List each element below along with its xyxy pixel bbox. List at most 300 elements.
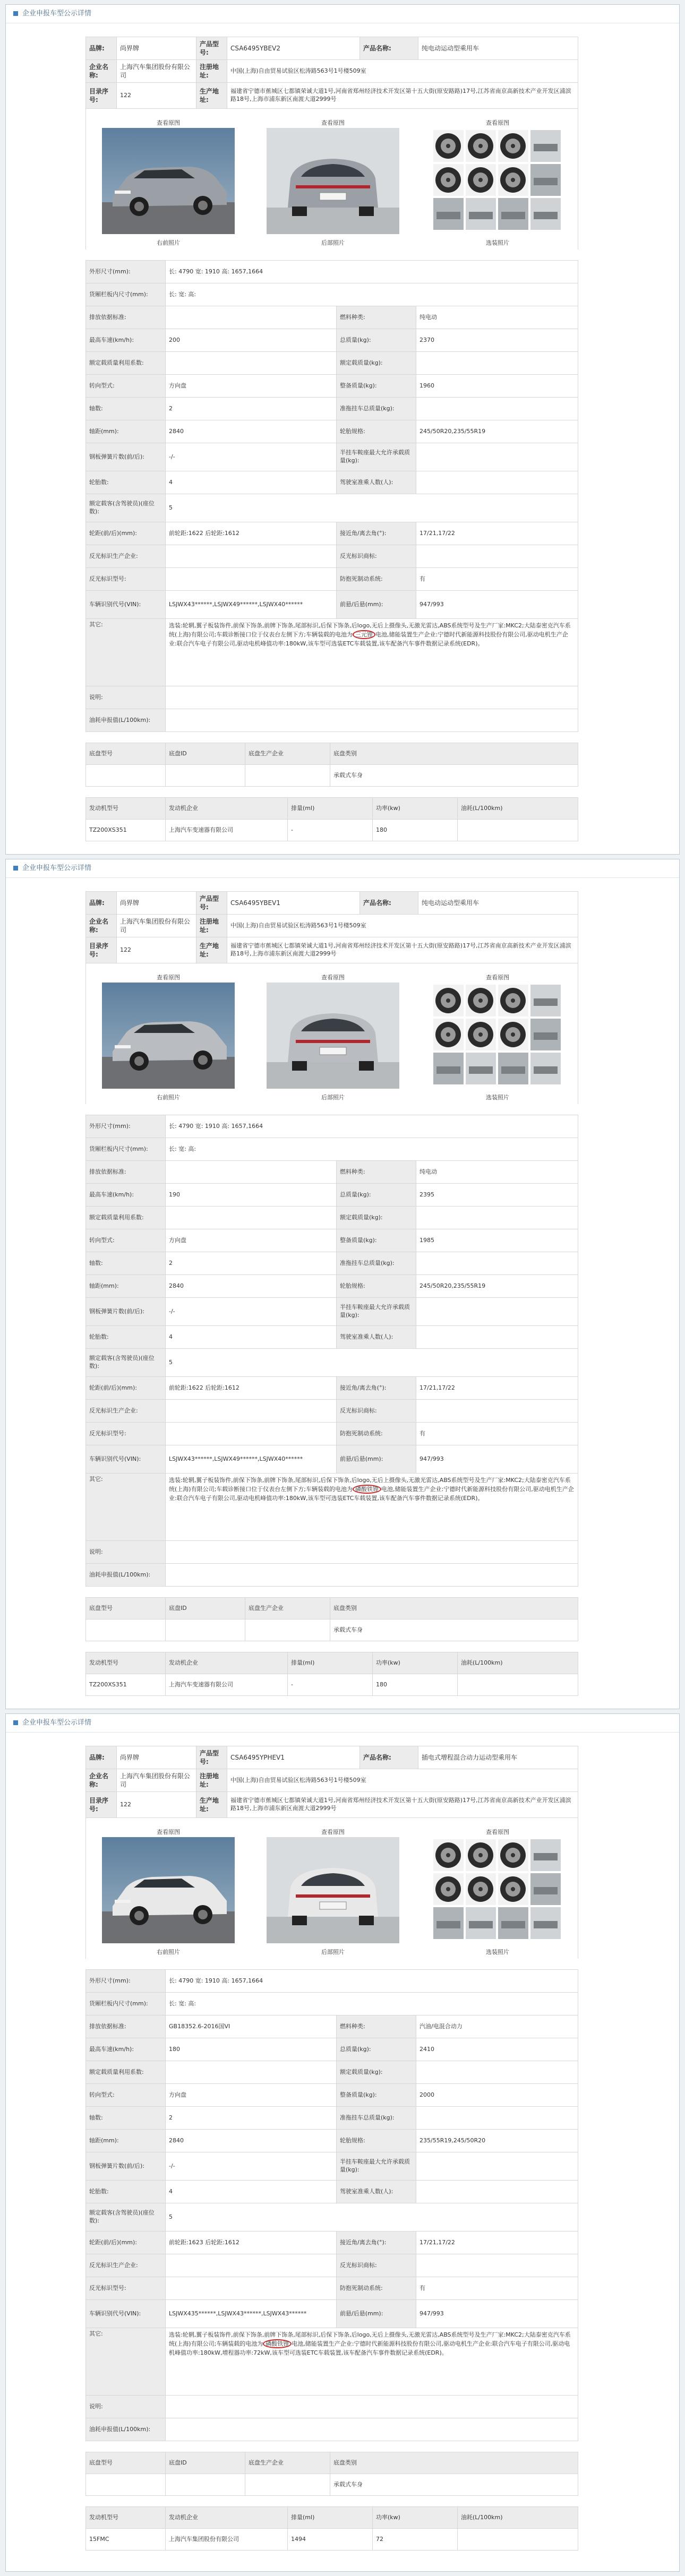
field-label: 轮胎规格:	[337, 1275, 416, 1298]
field-label: 最高车速(km/h):	[86, 329, 166, 352]
emission-value	[166, 1161, 337, 1184]
max-speed-value: 200	[166, 329, 337, 352]
field-label: 车辆识别代号(VIN):	[86, 2300, 166, 2328]
field-label: 反光标识型号:	[86, 2277, 166, 2300]
catalog-value: 122	[117, 83, 196, 109]
field-label: 反光标识商标:	[337, 1400, 416, 1423]
notes-text: 电池,储能装置生产企业:宁德时代新能源科技股份有限公司,驱动电机生产企业:联合汽车电子有限公司,驱动电机峰值功率:180kW,该车型可选装ETC车载装置,该车配备汽车事件数据记录系统(EDR)。	[169, 1486, 574, 1502]
curb-mass-value: 2000	[416, 2084, 578, 2107]
field-label: 驾驶室准乘人数(人):	[337, 2181, 416, 2203]
notes-text: 电池,储能装置生产企业:宁德时代新能源科技股份有限公司,驱动电机生产企业:联合汽车电子有限公司,驱动电机峰值功率:180kW,增程器功率:72kW,该车型可选装ETC车载装置,该车配备汽车事件数据记录系统(EDR)。	[169, 2340, 570, 2357]
basic-info-table	[85, 37, 578, 109]
displacement-cell: -	[288, 1674, 373, 1696]
bullet-icon	[13, 1720, 18, 1725]
field-label: 防抱死制动系统:	[337, 1423, 416, 1445]
column-header: 发动机企业	[166, 798, 288, 820]
field-label: 轮胎规格:	[337, 2130, 416, 2152]
max-speed-value: 180	[166, 2038, 337, 2061]
field-label: 排放依据标准:	[86, 1161, 166, 1184]
field-label: 企业名称:	[86, 60, 117, 83]
vehicle-panel	[5, 859, 680, 1709]
column-header: 油耗(L/100km)	[458, 798, 578, 820]
rated-load-value	[416, 2061, 578, 2084]
field-label: 接近角/离去角(°):	[337, 2232, 416, 2254]
photo-card	[267, 1828, 399, 1956]
table-cell	[166, 1619, 245, 1641]
field-label: 外形尺寸(mm):	[86, 261, 166, 283]
engine-table	[85, 1652, 578, 1696]
view-original-link[interactable]: 查看原图	[321, 974, 345, 981]
passenger-seats-value: 5	[166, 2203, 578, 2232]
photo-caption: 选装照片	[486, 1094, 509, 1101]
approach-angle-value: 17/21,17/22	[416, 522, 578, 545]
table-cell: 承载式车身	[330, 2474, 578, 2496]
field-label: 整备质量(kg):	[337, 1229, 416, 1252]
fuel-type-value: 纯电动	[416, 1161, 578, 1184]
car-rear-photo[interactable]	[267, 1837, 399, 1943]
product-name-value: 纯电动运动型乘用车	[418, 37, 578, 60]
photo-gallery	[85, 1818, 578, 1959]
field-label: 车辆识别代号(VIN):	[86, 591, 166, 619]
photo-caption: 右前照片	[157, 239, 180, 246]
tire-spec-value: 245/50R20,235/55R19	[416, 420, 578, 443]
company-value: 上海汽车集团股份有限公司	[117, 1769, 196, 1792]
production-address-value: 福建省宁德市蕉城区七都镇荣诚大道1号,河南省郑州经济技术开发区第十五大街(原安路路)17号,江苏省南京高新技术产业开发区浦滨路18号,上海市浦东新区南渡大道2999号	[227, 937, 578, 963]
displacement-cell: -	[288, 820, 373, 841]
column-header: 排量(ml)	[288, 1652, 373, 1674]
field-label: 目录序号:	[86, 937, 117, 963]
bullet-icon	[13, 11, 18, 16]
field-label: 接近角/离去角(°):	[337, 522, 416, 545]
field-label: 反光标识型号:	[86, 568, 166, 591]
car-front-photo[interactable]	[102, 983, 235, 1089]
dimensions-value: 长: 4790 宽: 1910 高: 1657,1664	[166, 1970, 578, 1993]
field-label: 轴距(mm):	[86, 1275, 166, 1298]
steering-value: 方向盘	[166, 2084, 337, 2107]
model-value: CSA6495YPHEV1	[227, 1746, 360, 1769]
wheelbase-value: 2840	[166, 1275, 337, 1298]
rated-load-value	[416, 1207, 578, 1229]
model-value: CSA6495YBEV2	[227, 37, 360, 60]
field-label: 驾驶室准乘人数(人):	[337, 1326, 416, 1349]
view-original-link[interactable]: 查看原图	[486, 119, 509, 126]
vehicle-panel	[5, 4, 680, 855]
view-original-link[interactable]: 查看原图	[157, 974, 180, 981]
column-header: 底盘ID	[166, 2452, 245, 2474]
trailer-mass-value	[416, 398, 578, 420]
abs-value: 有	[416, 1423, 578, 1445]
total-mass-value: 2370	[416, 329, 578, 352]
power-cell: 72	[373, 2529, 458, 2551]
brand-value: 尚界牌	[117, 1746, 196, 1769]
overhang-value: 947/993	[416, 591, 578, 619]
column-header: 底盘类别	[330, 2452, 578, 2474]
curb-mass-value: 1985	[416, 1229, 578, 1252]
power-cell: 180	[373, 1674, 458, 1696]
bullet-icon	[13, 866, 18, 871]
photo-gallery	[85, 963, 578, 1104]
field-label: 总质量(kg):	[337, 329, 416, 352]
utilization-value	[166, 2061, 337, 2084]
photo-caption: 后部照片	[321, 239, 345, 246]
table-cell: 承载式车身	[330, 765, 578, 787]
vin-value: LSJWX43******,LSJWX49******,LSJWX40******	[166, 1445, 337, 1474]
field-label: 驾驶室准乘人数(人):	[337, 471, 416, 494]
car-front-photo[interactable]	[102, 1837, 235, 1943]
column-header: 发动机型号	[86, 798, 166, 820]
field-label: 货厢栏板内尺寸(mm):	[86, 283, 166, 306]
field-label: 注册地址:	[196, 1769, 227, 1792]
field-label: 油耗申报值(L/100km):	[86, 709, 166, 732]
reflector-brand-value	[416, 545, 578, 568]
field-label: 最高车速(km/h):	[86, 2038, 166, 2061]
panel-title: 企业申报车型公示详情	[22, 10, 92, 18]
cargo-box-value: 长: 宽: 高:	[166, 1138, 578, 1161]
field-label: 反光标识型号:	[86, 1423, 166, 1445]
photo-card	[102, 973, 235, 1101]
panel-header	[6, 859, 679, 878]
view-original-link[interactable]: 查看原图	[486, 1829, 509, 1836]
field-label: 燃料种类:	[337, 1161, 416, 1184]
table-cell: 承载式车身	[330, 1619, 578, 1641]
overhang-value: 947/993	[416, 2300, 578, 2328]
field-label: 品牌:	[86, 1746, 117, 1769]
column-header: 底盘型号	[86, 743, 166, 765]
leaf-spring-value: -/-	[166, 1298, 337, 1326]
photo-card	[102, 118, 235, 247]
wheelbase-value: 2840	[166, 420, 337, 443]
field-label: 排放依据标准:	[86, 2015, 166, 2038]
production-address-value: 福建省宁德市蕉城区七都镇荣诚大道1号,河南省郑州经济技术开发区第十五大街(原安路路)17号,江苏省南京高新技术产业开发区浦滨路18号,上海市浦东新区南渡大道2999号	[227, 83, 578, 109]
table-cell	[166, 765, 245, 787]
photo-caption: 选装照片	[486, 1949, 509, 1955]
vin-value: LSJWX43******,LSJWX49******,LSJWX40******	[166, 591, 337, 619]
field-label: 车辆识别代号(VIN):	[86, 1445, 166, 1474]
field-label: 产品型号:	[196, 892, 227, 915]
column-header: 发动机企业	[166, 2507, 288, 2529]
spec-table	[85, 1969, 578, 2441]
track-width-value: 前轮距:1622 后轮距:1612	[166, 522, 337, 545]
field-label: 轴距(mm):	[86, 420, 166, 443]
field-label: 轴数:	[86, 398, 166, 420]
reflector-maker-value	[166, 545, 337, 568]
field-label: 最高车速(km/h):	[86, 1184, 166, 1207]
photo-caption: 右前照片	[157, 1949, 180, 1955]
total-mass-value: 2410	[416, 2038, 578, 2061]
field-label: 额定载质量利用系数:	[86, 1207, 166, 1229]
table-cell	[86, 1619, 166, 1641]
field-label: 说明:	[86, 2396, 166, 2418]
basic-info-table	[85, 891, 578, 963]
field-label: 油耗申报值(L/100km):	[86, 1564, 166, 1587]
panel-title: 企业申报车型公示详情	[22, 1719, 92, 1727]
car-rear-photo[interactable]	[267, 983, 399, 1089]
photo-caption: 右前照片	[157, 1094, 180, 1101]
basic-info-table	[85, 1746, 578, 1818]
field-label: 反光标识生产企业:	[86, 2254, 166, 2277]
approach-angle-value: 17/21,17/22	[416, 2232, 578, 2254]
company-value: 上海汽车集团股份有限公司	[117, 915, 196, 937]
axles-value: 2	[166, 398, 337, 420]
photo-gallery	[85, 109, 578, 249]
field-label: 生产地址:	[196, 1792, 227, 1818]
field-label: 转向型式:	[86, 375, 166, 398]
field-label: 货厢栏板内尺寸(mm):	[86, 1138, 166, 1161]
abs-value: 有	[416, 568, 578, 591]
chassis-table	[85, 2452, 578, 2496]
fuel-cons-cell	[458, 1674, 578, 1696]
field-label: 生产地址:	[196, 937, 227, 963]
vehicle-panel	[5, 1713, 680, 2572]
field-label: 燃料种类:	[337, 306, 416, 329]
field-label: 货厢栏板内尺寸(mm):	[86, 1993, 166, 2015]
emission-value: GB18352.6-2016国VI	[166, 2015, 337, 2038]
field-label: 轴距(mm):	[86, 2130, 166, 2152]
cab-seats-value	[416, 471, 578, 494]
field-label: 轮距(前/后)(mm):	[86, 522, 166, 545]
column-header: 底盘型号	[86, 2452, 166, 2474]
wheelbase-value: 2840	[166, 2130, 337, 2152]
reflector-model-value	[166, 2277, 337, 2300]
field-label: 轴数:	[86, 2107, 166, 2130]
production-address-value: 福建省宁德市蕉城区七都镇荣诚大道1号,河南省郑州经济技术开发区第十五大街(原安路路)17号,江苏省南京高新技术产业开发区浦滨路18号,上海市浦东新区南渡大道2999号	[227, 1792, 578, 1818]
field-label: 接近角/离去角(°):	[337, 1377, 416, 1400]
column-header: 底盘类别	[330, 743, 578, 765]
field-label: 半挂车鞍座最大允许承载质量(kg):	[337, 2152, 416, 2181]
total-mass-value: 2395	[416, 1184, 578, 1207]
field-label: 排放依据标准:	[86, 306, 166, 329]
field-label: 轮胎数:	[86, 1326, 166, 1349]
saddle-load-value	[416, 1298, 578, 1326]
field-label: 转向型式:	[86, 2084, 166, 2107]
cab-seats-value	[416, 1326, 578, 1349]
chassis-table	[85, 1597, 578, 1641]
table-cell	[166, 2474, 245, 2496]
field-label: 其它:	[86, 619, 166, 686]
field-label: 前悬/后悬(mm):	[337, 1445, 416, 1474]
field-label: 反光标识商标:	[337, 545, 416, 568]
view-original-link[interactable]: 查看原图	[321, 1829, 345, 1836]
remark-value	[166, 1541, 578, 1564]
photo-caption: 选装照片	[486, 239, 509, 246]
passenger-seats-value: 5	[166, 494, 578, 522]
fuel-type-value: 纯电动	[416, 306, 578, 329]
displacement-cell: 1494	[288, 2529, 373, 2551]
field-label: 外形尺寸(mm):	[86, 1115, 166, 1138]
photo-card	[267, 973, 399, 1101]
trailer-mass-value	[416, 2107, 578, 2130]
engine-maker-cell: 上海汽车变速器有限公司	[166, 1674, 288, 1696]
field-label: 整备质量(kg):	[337, 2084, 416, 2107]
field-label: 产品名称:	[360, 1746, 418, 1769]
field-label: 前悬/后悬(mm):	[337, 591, 416, 619]
brand-value: 尚界牌	[117, 892, 196, 915]
field-label: 准拖挂车总质量(kg):	[337, 2107, 416, 2130]
view-original-link[interactable]: 查看原图	[321, 119, 345, 126]
photo-card	[431, 973, 564, 1101]
other-notes	[166, 619, 578, 686]
engine-table	[85, 797, 578, 841]
column-header: 底盘ID	[166, 743, 245, 765]
catalog-value: 122	[117, 937, 196, 963]
field-label: 总质量(kg):	[337, 1184, 416, 1207]
field-label: 总质量(kg):	[337, 2038, 416, 2061]
field-label: 额定载客(含驾驶员)(座位数):	[86, 494, 166, 522]
field-label: 产品型号:	[196, 37, 227, 60]
cab-seats-value	[416, 2181, 578, 2203]
field-label: 注册地址:	[196, 60, 227, 83]
catalog-value: 122	[117, 1792, 196, 1818]
view-original-link[interactable]: 查看原图	[157, 119, 180, 126]
field-label: 目录序号:	[86, 83, 117, 109]
power-cell: 180	[373, 820, 458, 841]
field-label: 轮胎数:	[86, 2181, 166, 2203]
notes-text: 选装:轮辋,翼子板装饰件,前保下饰条,前牌下饰条,尾部标识,后保下饰条,后logo,无后上摄像头,无激光雷达,ABS系统型号及生产厂家:MKC2;大陆泰密克汽车系统(上海)有限公司;车载诊断接口位于仪表台左侧下方;车辆装载的电池为	[169, 622, 571, 639]
tire-count-value: 4	[166, 1326, 337, 1349]
field-label: 反光标识生产企业:	[86, 545, 166, 568]
panel-header	[6, 5, 679, 23]
vin-value: LSJWX435******,LSJWX43******,LSJWX43******	[166, 2300, 337, 2328]
field-label: 反光标识生产企业:	[86, 1400, 166, 1423]
rated-load-value	[416, 352, 578, 375]
field-label: 产品名称:	[360, 37, 418, 60]
approach-angle-value: 17/21,17/22	[416, 1377, 578, 1400]
field-label: 额定载质量(kg):	[337, 1207, 416, 1229]
brand-value: 尚界牌	[117, 37, 196, 60]
field-label: 品牌:	[86, 37, 117, 60]
remark-value	[166, 686, 578, 709]
field-label: 轮胎数:	[86, 471, 166, 494]
field-label: 额定载质量(kg):	[337, 352, 416, 375]
car-options-photo[interactable]	[431, 128, 564, 234]
table-cell	[245, 765, 330, 787]
column-header: 功率(kw)	[373, 798, 458, 820]
steering-value: 方向盘	[166, 375, 337, 398]
field-label: 钢板弹簧片数(前/后):	[86, 1298, 166, 1326]
field-label: 半挂车鞍座最大允许承载质量(kg):	[337, 1298, 416, 1326]
field-label: 产品型号:	[196, 1746, 227, 1769]
battery-type-highlight: 磷酸铁锂	[353, 1485, 381, 1494]
fuel-cons-cell	[458, 820, 578, 841]
column-header: 功率(kw)	[373, 1652, 458, 1674]
notes-text: 选装:轮辋,翼子板装饰件,前保下饰条,前牌下饰条,尾部标识,后保下饰条,后logo,无后上摄像头,无激光雷达,ABS系统型号及生产厂家:MKC2;大陆泰密克汽车系统(上海)有限公司;车载诊断接口位于仪表台左侧下方;车辆装载的电池为	[169, 1477, 571, 1493]
axles-value: 2	[166, 1252, 337, 1275]
field-label: 产品名称:	[360, 892, 418, 915]
reflector-brand-value	[416, 1400, 578, 1423]
view-original-link[interactable]: 查看原图	[486, 974, 509, 981]
field-label: 企业名称:	[86, 1769, 117, 1792]
field-label: 其它:	[86, 2328, 166, 2396]
reflector-brand-value	[416, 2254, 578, 2277]
field-label: 额定载质量利用系数:	[86, 2061, 166, 2084]
column-header: 发动机企业	[166, 1652, 288, 1674]
reflector-maker-value	[166, 2254, 337, 2277]
field-label: 轮距(前/后)(mm):	[86, 2232, 166, 2254]
tire-count-value: 4	[166, 471, 337, 494]
dimensions-value: 长: 4790 宽: 1910 高: 1657,1664	[166, 261, 578, 283]
view-original-link[interactable]: 查看原图	[157, 1829, 180, 1836]
leaf-spring-value: -/-	[166, 443, 337, 471]
tire-count-value: 4	[166, 2181, 337, 2203]
field-label: 转向型式:	[86, 1229, 166, 1252]
utilization-value	[166, 1207, 337, 1229]
field-label: 企业名称:	[86, 915, 117, 937]
table-cell	[245, 1619, 330, 1641]
field-label: 其它:	[86, 1474, 166, 1541]
fuel-consumption-value	[166, 709, 578, 732]
model-value: CSA6495YBEV1	[227, 892, 360, 915]
column-header: 发动机型号	[86, 2507, 166, 2529]
car-options-photo[interactable]	[431, 983, 564, 1089]
trailer-mass-value	[416, 1252, 578, 1275]
field-label: 目录序号:	[86, 1792, 117, 1818]
remark-value	[166, 2396, 578, 2418]
curb-mass-value: 1960	[416, 375, 578, 398]
reflector-model-value	[166, 568, 337, 591]
field-label: 准拖挂车总质量(kg):	[337, 1252, 416, 1275]
column-header: 底盘类别	[330, 1598, 578, 1619]
cargo-box-value: 长: 宽: 高:	[166, 283, 578, 306]
engine-table	[85, 2506, 578, 2551]
steering-value: 方向盘	[166, 1229, 337, 1252]
field-label: 整备质量(kg):	[337, 375, 416, 398]
fuel-consumption-value	[166, 1564, 578, 1587]
engine-model-cell: 15FMC	[86, 2529, 166, 2551]
reflector-maker-value	[166, 1400, 337, 1423]
field-label: 说明:	[86, 686, 166, 709]
fuel-cons-cell	[458, 2529, 578, 2551]
engine-maker-cell: 上海汽车集团股份有限公司	[166, 2529, 288, 2551]
field-label: 钢板弹簧片数(前/后):	[86, 443, 166, 471]
panel-title: 企业申报车型公示详情	[22, 864, 92, 872]
table-cell	[86, 2474, 166, 2496]
field-label: 注册地址:	[196, 915, 227, 937]
car-options-photo[interactable]	[431, 1837, 564, 1943]
photo-caption: 后部照片	[321, 1949, 345, 1955]
saddle-load-value	[416, 2152, 578, 2181]
spec-table	[85, 260, 578, 732]
reg-address-value: 中国(上海)自由贸易试验区松涛路563号1号楼509室	[227, 60, 578, 83]
column-header: 功率(kw)	[373, 2507, 458, 2529]
field-label: 额定载客(含驾驶员)(座位数):	[86, 1349, 166, 1377]
notes-text: 选装:轮辋,翼子板装饰件,前保下饰条,前牌下饰条,尾部标识,后保下饰条,后logo,无后上摄像头,无激光雷达,ABS系统型号及生产厂家:MKC2;大陆泰密克汽车系统(上海)有限公司;车辆装载的电池为	[169, 2331, 571, 2348]
column-header: 底盘生产企业	[245, 2452, 330, 2474]
engine-model-cell: TZ200XS351	[86, 1674, 166, 1696]
notes-text: 电池,储能装置生产企业:宁德时代新能源科技股份有限公司,驱动电机生产企业:联合汽车电子有限公司,驱动电机峰值功率:180kW,该车型可选装ETC车载装置,该车配备汽车事件数据记录系统(EDR)。	[169, 631, 568, 648]
reg-address-value: 中国(上海)自由贸易试验区松涛路563号1号楼509室	[227, 915, 578, 937]
field-label: 轮胎规格:	[337, 420, 416, 443]
field-label: 外形尺寸(mm):	[86, 1970, 166, 1993]
field-label: 额定载客(含驾驶员)(座位数):	[86, 2203, 166, 2232]
fuel-type-value: 汽油/电混合动力	[416, 2015, 578, 2038]
table-cell	[245, 2474, 330, 2496]
column-header: 排量(ml)	[288, 798, 373, 820]
tire-spec-value: 245/50R20,235/55R19	[416, 1275, 578, 1298]
panel-header	[6, 1714, 679, 1733]
car-rear-photo[interactable]	[267, 128, 399, 234]
engine-model-cell: TZ200XS351	[86, 820, 166, 841]
other-notes	[166, 2328, 578, 2396]
photo-card	[431, 1828, 564, 1956]
field-label: 品牌:	[86, 892, 117, 915]
dimensions-value: 长: 4790 宽: 1910 高: 1657,1664	[166, 1115, 578, 1138]
column-header: 底盘生产企业	[245, 743, 330, 765]
car-front-photo[interactable]	[102, 128, 235, 234]
photo-card	[431, 118, 564, 247]
battery-type-highlight: 三元锂	[353, 630, 375, 639]
reg-address-value: 中国(上海)自由贸易试验区松涛路563号1号楼509室	[227, 1769, 578, 1792]
product-name-value: 插电式增程混合动力运动型乘用车	[418, 1746, 578, 1769]
